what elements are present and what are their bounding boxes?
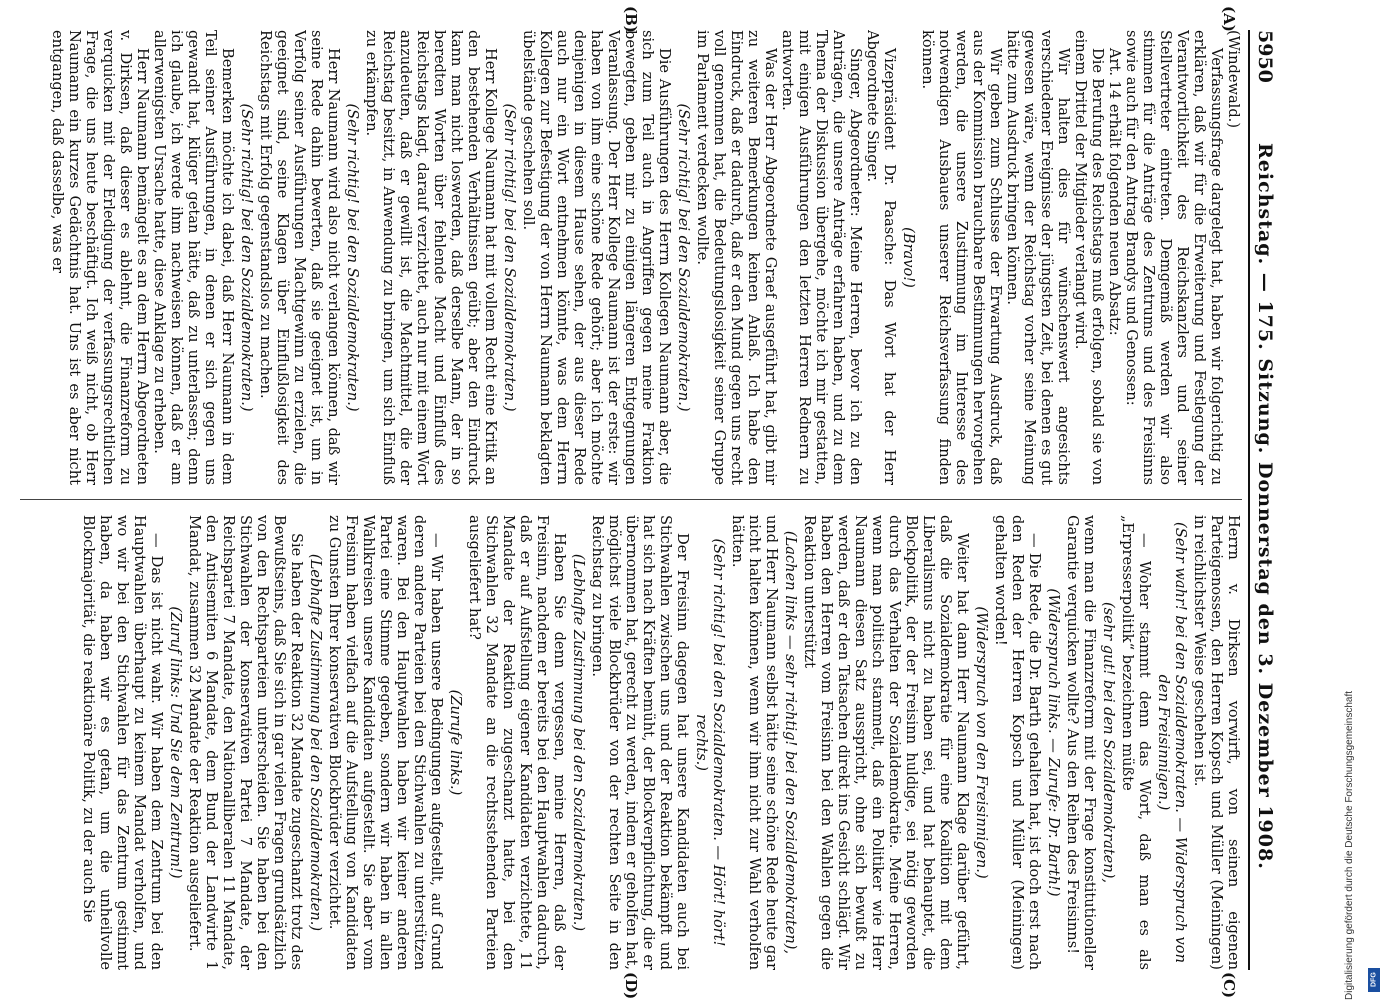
- right-para-13: (Lebhafte Zustimmung bei den Sozialdemokraten.): [570, 553, 587, 932]
- right-column: [20, 515, 1242, 970]
- left-para-1: Verfassungsfrage dargelegt hat, haben wir folgerichtig zu erklären, daß wir für die Erweiterung und Festlegung der Verantwortlichkeit des Reichskanzlers und seiner Stellvertreter eintreten. Demgemäß werden wir also stimmen für die Anträge des Zentrums und des Freisinns sowie auch für den Antrag Brandys und Genossen:: [1123, 30, 1225, 485]
- right-para-12: Der Freisinn dagegen hat unsere Kandidaten auch bei Stichwahlen zwischen uns und der Reaktion bekämpft und hat sich nach Kräften bemüht, der Blockverpflichtung, die er übernommen hat, gerecht zu werden, indem er geholfen hat, möglichst viele Blockbrüder von der rechten Seite in den Reichstag zu bringen.: [589, 515, 691, 970]
- margin-marker-a: (A): [1220, 6, 1238, 32]
- right-para-17: (Lebhafte Zustimmung bei den Sozialdemokraten.): [307, 553, 324, 932]
- right-para-3: (sehr gut! bei den Sozialdemokraten),: [1100, 601, 1117, 884]
- left-para-7: Vizepräsident Dr. Paasche: Das Wort hat der Herr Abgeordnete Singer.: [864, 30, 898, 485]
- left-para-4: Wir halten dies für wünschenswert angesichts verschiedener Ereignisse der jüngsten Zeit, bei denen es gut gewesen wäre, wenn der Reichstag vorher seine Meinung hätte zum Ausdruck bringen können.: [1004, 30, 1072, 485]
- margin-marker-c: (C): [1220, 972, 1238, 999]
- left-para-2: Art. 14 erhält folgenden neuen Absatz:: [1106, 48, 1123, 336]
- page-header: [1248, 30, 1282, 970]
- left-para-3: Die Berufung des Reichstags muß erfolgen, sobald sie von einem Drittel der Mitglieder verlangt wird.: [1072, 30, 1106, 485]
- left-para-5: Wir geben zum Schlusse der Erwartung Ausdruck, daß aus der Kommission brauchbare Bestimmungen hervorgehen werden, die unsere Zustimmung im Interesse des notwendigen Ausbaues unserer Reichsverfassung finden können.: [919, 30, 1004, 485]
- dfg-logo: DFG: [1368, 968, 1380, 992]
- left-para-18: Herr Naumann bemängelt es an dem Herrn Abgeordneten v. Dirksen, daß dieser es ablehnt, die Finanzreform zu verquicken mit der Erledigung der verfassungsrechtlichen Frage, die uns heute beschäftigt. Ich weiß nicht, ob Herr Naumann ein kurzes Gedächtnis hat. Uns ist es aber nicht entgangen, daß dasselbe, was er: [49, 30, 151, 485]
- digitization-credit-text: Digitalisierung gefördert durch die Deutsche Forschungsgemeinschaft: [1344, 690, 1355, 1000]
- right-para-9: (Lachen links — sehr richtig! bei den Sozialdemokraten),: [782, 530, 799, 955]
- left-para-10: (Sehr richtig! bei den Sozialdemokraten.): [675, 103, 692, 412]
- left-para-15: Herr Naumann wird also nicht verlangen können, daß wir seine Rede dahin bewerten, daß sie geeignet ist, um in Verfolg seiner Ausführungen Machtgewinn zu erzielen, die geeignet sind, seine Klagen über Einflußlosigkeit des Reichstags mit Erfolg gegenstandslos zu machen.: [257, 30, 342, 485]
- left-para-17: Bemerken möchte ich dabei, daß Herr Naumann in dem Teil seiner Ausführungen, in denen er sich gegen uns gewandt hat, klüger getan hätte, daß zu unterlassen; denn ich glaube, ich werde ihm nachweisen können, daß er am allerwenigsten Ursache hatte, diese Anklage zu erheben.: [151, 30, 236, 485]
- left-para-12: (Sehr richtig! bei den Sozialdemokraten.): [501, 103, 518, 412]
- right-para-2: — Woher stammt denn das Wort, daß man es als „Erpresserpolitik“ bezeichnen müßte: [1119, 515, 1153, 970]
- left-para-0: (Windewald.): [1225, 30, 1242, 129]
- margin-marker-d: (D): [622, 972, 640, 1000]
- right-para-16: — Wir haben unsere Bedingungen aufgestellt, auf Grund deren andere Parteien bei den Stichwahlen zu unterstützen waren. Bei den Hauptwahlen haben wir keiner anderen Partei eine Stimme gegeben, sondern wir haben in allen Wahlkreisen unsere Kandidaten aufgestellt. Sie aber vom Freisinn haben vielfach auf die Aufstellung von Kandidaten zu Gunsten Ihrer konservativen Blockbrüder verzichtet.: [326, 515, 445, 970]
- right-para-4: wenn man die Finanzreform mit der Frage konstitutioneller Garantie verquicken wollte? Aus den Reihen des Freisinns!: [1064, 515, 1098, 970]
- right-para-8: Weiter hat dann Herr Naumann Klage darüber geführt, daß die Sozialdemokratie für eine Koalition mit dem Liberalismus nicht zu haben sei, und hat behauptet, die Blockpolitik, der der Freisinn huldige, sei nötig geworden durch das Verhalten der Sozialdemokratie. Meine Herren, wenn man politisch stammelt, daß ein Politiker wie Herr Naumann diesen Satz ausspricht, ohne sich bewußt zu werden, daß er den Tatsachen direkt ins Gesicht schlägt. Wir haben den Herren vom Freisinn bei den Wahlen gegen die Reaktion unterstützt: [801, 515, 971, 970]
- right-para-11: (Sehr richtig! bei den Sozialdemokraten. — Hört! hört! rechts.): [693, 538, 727, 947]
- right-para-1: (Sehr wahr! bei den Sozialdemokraten. — Widerspruch von den Freisinnigen.): [1155, 522, 1189, 963]
- right-para-5: (Widerspruch links. — Zurufe: Dr. Barth!): [1045, 588, 1062, 897]
- left-para-9: Was der Herr Abgeordnete Graef ausgeführt hat, gibt mir zu weiteren Bemerkungen keinen Anlaß. Ich habe den Eindruck, daß er dadurch, daß er den Mund gegen uns recht voll genommen hat, die Bedeutungslosigkeit seiner Gruppe im Parlament verdecken wollte.: [694, 30, 779, 485]
- digitization-credit: [1322, 0, 1382, 1000]
- page-title: Reichstag. — 175. Sitzung. Donnerstag den 3. Dezember 1908.: [1254, 143, 1276, 870]
- right-para-20: — Das ist nicht wahr. Wir haben dem Zentrum bei den Hauptwahlen überhaupt zu keinem Mandat verholfen, und wo wir bei den Stichwahlen für das Zentrum gestimmt haben, da haben wir es getan, um die unheilvolle Blockmajorität, die reaktionäre Politik, zu der auch Sie: [80, 515, 165, 970]
- right-para-19: (Zuruf links: Und Sie dem Zentrum!): [167, 606, 184, 879]
- page-number: 5950: [1254, 30, 1276, 83]
- right-para-14: Haben Sie denn vergessen, meine Herren, daß der Freisinn, nachdem er bereits bei den Hauptwahlen dadurch, daß er auf Aufstellung eigener Kandidaten verzichtete, 11 Mandate der Reaktion zugeschanzt hatte, bei den Stichwahlen 32 Mandate an die rechtsstehenden Parteien ausgeliefert hat?: [466, 515, 568, 970]
- right-para-0: Herrn v. Dirksen vorwirft, von seinen eigenen Parteigenossen, den Herren Kopsch und Müller (Meiningen) in reichlichster Weise geschehen ist.: [1191, 515, 1242, 970]
- right-para-7: (Widerspruch von den Freisinnigen.): [973, 606, 990, 879]
- left-para-8: Singer, Abgeordneter: Meine Herren, bevor ich zu den Anträgen, die unsere Anträge erfahren haben, und zu dem Thema der Diskussion übergehe, möchte ich mir gestatten, mit einigen Ausführungen den letzten Herren Rednern zu antworten.: [779, 30, 864, 485]
- left-para-13: Herr Kollege Naumann hat mit vollem Recht eine Kritik an den bestehenden Verhältnissen geübt; aber den Eindruck kann man nicht loswerden, daß derselbe Mann, der in so beredten Worten über fehlende Macht und Einfluß des Reichstags klagt, darauf verzichtet, auch nur mit einem Wort anzudeuten, daß er gewillt ist, die Machtmittel, die der Reichstag besitzt, in Anwendung zu bringen, um sich Einfluß zu erkämpfen.: [363, 30, 499, 485]
- right-para-10: und Herr Naumann selbst hätte seine schöne Rede heute gar nicht halten können, wenn wir ihm nicht zur Wahl verholfen hätten.: [729, 515, 780, 970]
- column-divider: [20, 499, 1242, 500]
- left-column: [20, 30, 1242, 485]
- left-para-14: (Sehr richtig! bei den Sozialdemokraten.): [344, 103, 361, 412]
- left-para-16: (Sehr richtig! bei den Sozialdemokraten.): [238, 103, 255, 412]
- left-para-6: (Bravo!): [900, 227, 917, 288]
- right-para-15: (Zurufe links.): [447, 689, 464, 796]
- right-para-6: — Die Rede, die Dr. Barth gehalten hat, ist doch erst nach den Reden der Herren Kopsch und Müller (Meiningen) gehalten worden!: [992, 515, 1043, 970]
- left-para-11: Die Ausführungen des Herrn Kollegen Naumann aber, die sich zum Teil auch in Angriffen gegen meine Fraktion bewegten, geben mir zu einigen längeren Entgegnungen Veranlassung. Der Herr Kollege Naumann ist der erste: wir haben von ihm eine schöne Rede gehört; aber ich möchte denjenigen in diesem Hause sehen, der aus dieser Rede auch nur ein Wort entnehmen könnte, was dem Herrn Kollegen zur Befestigung der von Herrn Naumann beklagten übelstände geschehen soll.: [520, 30, 673, 485]
- right-para-18: Sie haben der Reaktion 32 Mandate zugeschanzt trotz des Bewußtseins, daß Sie sich in gar vielen Fragen grundsätzlich von den Rechtsparteien unterscheiden. Sie haben bei den Stichwahlen der konservativen Partei 7 Mandate, der Reichspartei 7 Mandate, den Nationalliberalen 11 Mandate, den Antisemiten 6 Mandate, dem Bund der Landwirte 1 Mandat, zusammen 32 Mandate der Reaktion ausgeliefert.: [186, 515, 305, 970]
- margin-marker-b: (B): [622, 6, 640, 33]
